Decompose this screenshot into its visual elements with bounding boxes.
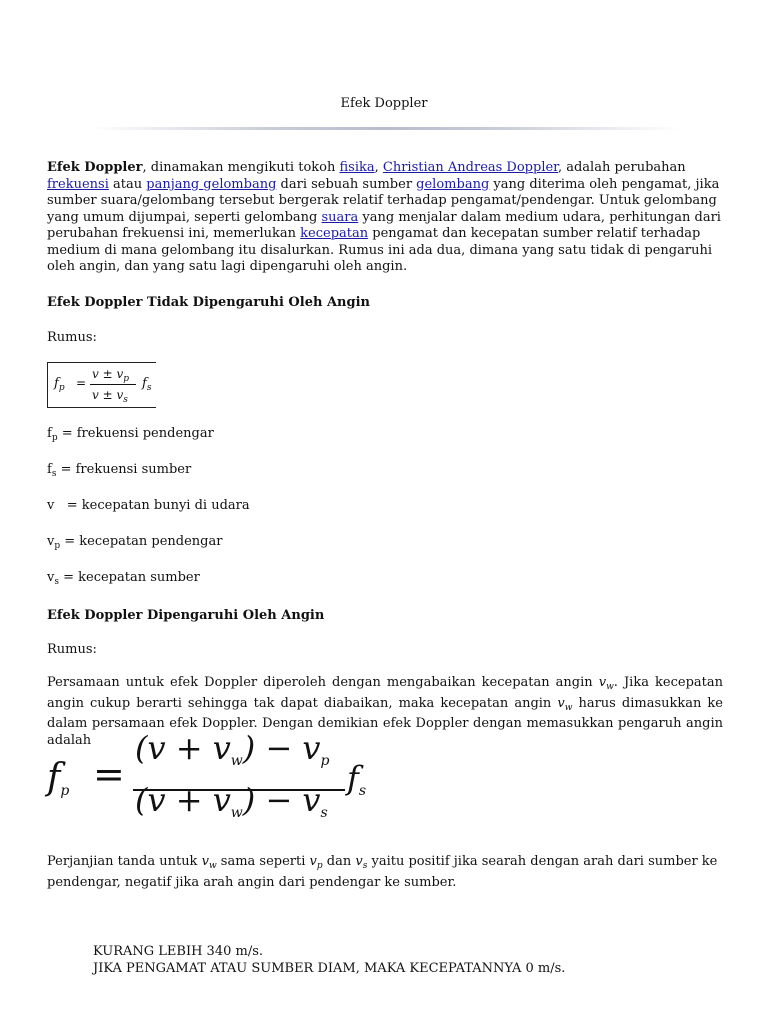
intro-text: yang diterima oleh pengamat, jika sumber suara/gelombang tersebut bergerak relatif terhadap pengamat/pendengar. Untuk gelombang yang umum dijumpai, seperti gelombang xyxy=(47,176,720,225)
link-frekuensi[interactable]: frekuensi xyxy=(47,176,109,192)
formula-denominator: (v + vw) − vs xyxy=(135,781,328,821)
rumus-label: Rumus: xyxy=(47,330,97,345)
footer-line-1: KURANG LEBIH 340 m/s. xyxy=(93,944,264,959)
wind-explanation-paragraph: Persamaan untuk efek Doppler diperoleh dengan mengabaikan kecepatan angin $v_w$. Jika kecepatan angin cukup berarti sehingga tak dapat diabaikan, maka kecepatan angin $v_w$ harus dimasukkan ke dalam persamaan efek Doppler. Dengan demikian efek Doppler dengan memasukkan pengaruh angin adalah xyxy=(47,675,723,748)
formula-fraction-bar xyxy=(90,384,136,385)
formula-numerator: $v \pm v_p$ xyxy=(92,367,130,384)
intro-text: yang menjalar dalam medium udara, perhitungan dari perubahan frekuensi ini, memerlukan xyxy=(47,209,721,241)
intro-text: , xyxy=(374,160,383,175)
formula-doppler-with-wind xyxy=(47,729,387,840)
formula-denominator: $v \pm v_s$ xyxy=(92,388,128,405)
definition-fs: $f_s$ = frekuensi sumber xyxy=(47,462,192,479)
intro-text: dari sebuah sumber xyxy=(276,176,417,192)
link-kecepatan[interactable]: kecepatan xyxy=(300,226,369,241)
intro-text: , dinamakan mengikuti tokoh xyxy=(142,160,340,175)
link-gelombang[interactable]: gelombang xyxy=(416,176,490,192)
intro-text: , adalah perubahan xyxy=(557,160,686,175)
formula-fp: fp xyxy=(47,757,70,799)
link-fisika[interactable]: fisika xyxy=(339,160,375,175)
page-title: Efek Doppler xyxy=(340,96,428,111)
intro-text: pengamat dan kecepatan sumber relatif terhadap medium di mana gelombang itu disalurkan. Rumus ini ada dua, dimana yang satu tidak di pengaruhi oleh angin, dan yang satu lagi dipengaruhi oleh angin. xyxy=(47,226,712,274)
formula-fs: $f_s$ xyxy=(142,376,152,393)
link-christian-andreas-doppler[interactable]: Christian Andreas Doppler xyxy=(382,160,558,175)
formula-numerator: (v + vw) − vp xyxy=(135,729,330,769)
formula-doppler-no-wind xyxy=(47,362,156,408)
definition-fp: $f_p$ = frekuensi pendengar xyxy=(47,426,214,443)
document-body xyxy=(47,160,723,890)
intro-text: atau xyxy=(108,176,147,192)
title-divider xyxy=(90,127,680,130)
definition-vp: $v_p$ = kecepatan pendengar xyxy=(47,534,223,551)
formula-equals: = xyxy=(93,752,125,796)
formula-fs: fs xyxy=(347,759,367,799)
link-panjang-gelombang[interactable]: panjang gelombang xyxy=(146,176,277,192)
link-suara[interactable]: suara xyxy=(321,209,359,225)
section-heading-with-wind: Efek Doppler Dipengaruhi Oleh Angin xyxy=(47,608,325,623)
formula-equals: = xyxy=(76,376,87,390)
section-heading-no-wind: Efek Doppler Tidak Dipengaruhi Oleh Angin xyxy=(47,295,370,310)
formula-fp: $f_p$ xyxy=(54,376,65,393)
footer-line-2: JIKA PENGAMAT ATAU SUMBER DIAM, MAKA KECEPATANNYA 0 m/s. xyxy=(93,960,566,976)
sign-convention-paragraph: Perjanjian tanda untuk $v_w$ sama seperti $v_p$ dan $v_s$ yaitu positif jika searah dengan arah dari sumber ke pendengar, negatif jika arah angin dari pendengar ke sumber. xyxy=(47,854,718,890)
definition-vs: $v_s$ = kecepatan sumber xyxy=(47,570,200,587)
definition-v: v = kecepatan bunyi di udara xyxy=(47,498,250,513)
footer-notes xyxy=(93,944,565,977)
intro-bold-term: Efek Doppler xyxy=(47,160,143,175)
intro-paragraph xyxy=(47,160,723,276)
rumus-label-2: Rumus: xyxy=(47,642,97,657)
